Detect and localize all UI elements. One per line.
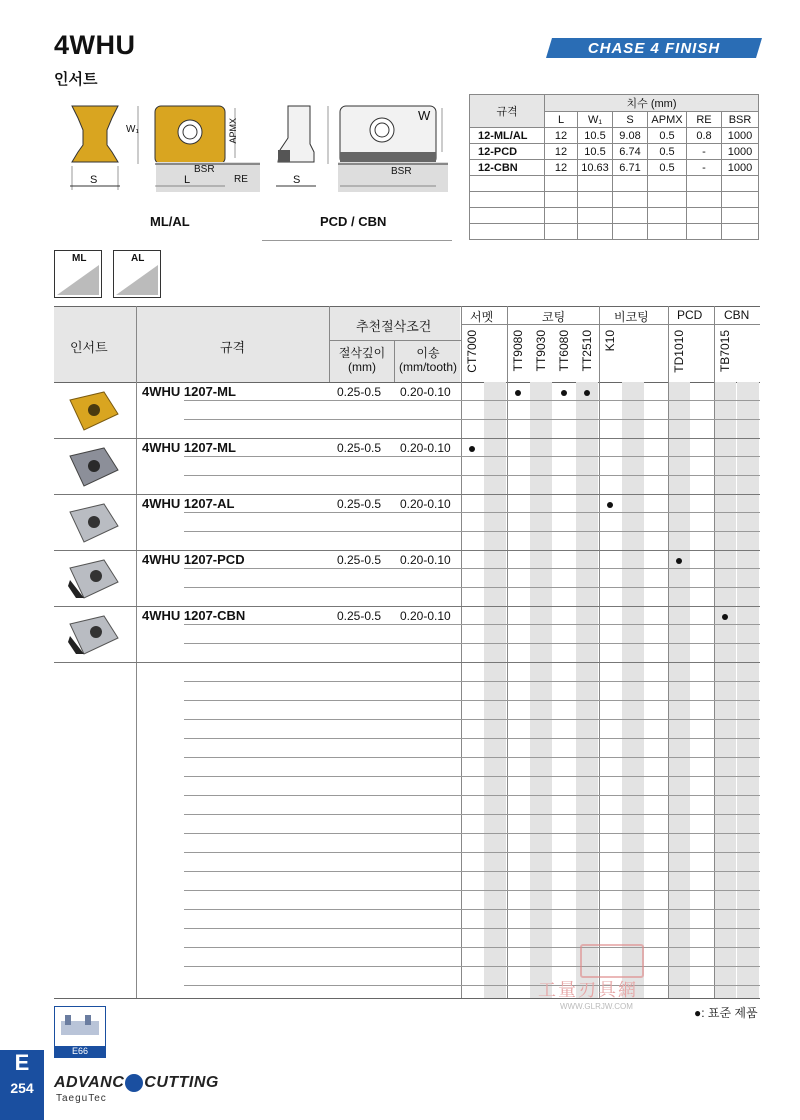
row-depth: 0.25-0.5	[337, 441, 382, 455]
mode-ml-icon: ML	[54, 250, 102, 298]
dim-apmx-label: APMX	[228, 118, 238, 144]
dim-col: APMX	[648, 112, 687, 128]
grade-label-td1010: TD1010	[672, 330, 686, 373]
page-title: 4WHU	[54, 30, 136, 60]
row-depth: 0.25-0.5	[337, 385, 382, 399]
group-coated: 코팅	[542, 310, 566, 324]
row-feed: 0.20-0.10	[400, 553, 451, 567]
ml-al-insert-drawing	[60, 100, 260, 205]
header-depth: 절삭깊이 (mm)	[338, 346, 386, 374]
e66-ref-box	[54, 1006, 106, 1058]
insert-photo-al	[62, 502, 122, 551]
standard-product-dot	[561, 390, 567, 396]
svg-text:CHASE 4 FINISH: CHASE 4 FINISH	[587, 40, 721, 57]
standard-product-dot	[469, 446, 475, 452]
divider	[262, 240, 452, 241]
grade-label-tt9080: TT9080	[511, 330, 525, 372]
standard-product-dot	[722, 614, 728, 620]
insert-photo-ml-coated	[62, 390, 122, 439]
dim-s-label: S	[90, 174, 98, 186]
dim-col: L	[545, 112, 578, 128]
insert-w-mark: W	[418, 108, 431, 123]
watermark-url: WWW.GLRJW.COM	[560, 1002, 633, 1011]
grade-label-tb7015: TB7015	[718, 330, 732, 373]
standard-product-dot	[584, 390, 590, 396]
row-depth: 0.25-0.5	[337, 609, 382, 623]
header-feed: 이송 (mm/tooth)	[398, 346, 457, 374]
group-cermet: 서멧	[470, 310, 494, 324]
page-number: 254	[10, 1080, 34, 1096]
row-depth: 0.25-0.5	[337, 553, 382, 567]
mode-al-icon: AL	[113, 250, 161, 298]
watermark-logo	[580, 944, 644, 978]
watermark-text: 工量刃具網	[538, 980, 638, 1001]
grade-label-k10: K10	[603, 330, 617, 352]
grade-label-ct7000: CT7000	[465, 330, 479, 373]
dim-bsr-label-pcd: BSR	[391, 166, 412, 177]
row-spec: 4WHU 1207-AL	[142, 496, 235, 511]
column-divider	[714, 306, 715, 998]
dim-header-group: 치수 (mm)	[545, 95, 759, 112]
column-divider	[668, 306, 669, 998]
header-insert: 인서트	[70, 340, 108, 355]
dim-w1-label: W₁	[126, 124, 139, 135]
column-divider	[507, 306, 508, 998]
row-spec: 4WHU 1207-PCD	[142, 552, 245, 567]
dim-header-spec: 규격	[470, 95, 545, 128]
group-uncoated: 비코팅	[614, 310, 649, 324]
row-spec: 4WHU 1207-ML	[142, 384, 236, 399]
grade-label-tt2510: TT2510	[580, 330, 594, 372]
grade-label-tt6080: TT6080	[557, 330, 571, 372]
dim-col: RE	[687, 112, 722, 128]
row-feed: 0.20-0.10	[400, 497, 451, 511]
header-conditions: 추천절삭조건	[356, 319, 432, 334]
standard-product-dot	[676, 558, 682, 564]
advance-cutting-logo: ADVANC CUTTING	[54, 1074, 219, 1092]
insert-photo-ml-cermet	[62, 446, 122, 495]
insert-photo-cbn	[62, 614, 122, 663]
row-feed: 0.20-0.10	[400, 609, 451, 623]
table-row: 12-CBN 12 10.63 6.71 0.5 - 1000	[470, 160, 759, 176]
table-row: 12-PCD 12 10.5 6.74 0.5 - 1000	[470, 144, 759, 160]
row-spec: 4WHU 1207-CBN	[142, 608, 246, 623]
row-spec: 4WHU 1207-ML	[142, 440, 236, 455]
group-pcd: PCD	[677, 308, 703, 322]
dim-col: W₁	[578, 112, 613, 128]
table-row: 12-ML/AL 12 10.5 9.08 0.5 0.8 1000	[470, 128, 759, 144]
chase4finish-logo	[546, 36, 764, 65]
company-name: TaeguTec	[56, 1093, 107, 1104]
section-tab	[0, 1050, 44, 1120]
row-feed: 0.20-0.10	[400, 441, 451, 455]
dim-col: S	[613, 112, 648, 128]
ref-code: E66	[55, 1046, 105, 1057]
dim-bsr-label: BSR	[194, 164, 215, 175]
dim-col: BSR	[722, 112, 759, 128]
header-spec: 규격	[220, 340, 246, 355]
drawing-label-ml-al: ML/AL	[150, 214, 190, 229]
grade-label-tt9030: TT9030	[534, 330, 548, 372]
dim-re-label: RE	[234, 174, 248, 185]
page-subtitle: 인서트	[54, 71, 98, 88]
standard-product-dot	[515, 390, 521, 396]
insert-photo-pcd	[62, 558, 122, 607]
group-cbn: CBN	[724, 308, 750, 322]
section-letter: E	[14, 1050, 30, 1075]
column-divider	[461, 306, 462, 998]
legend: ●: 표준 제품	[694, 1006, 758, 1020]
dim-s-label-pcd: S	[293, 174, 301, 186]
standard-product-dot	[607, 502, 613, 508]
dim-l-label: L	[184, 174, 191, 186]
row-depth: 0.25-0.5	[337, 497, 382, 511]
column-divider	[599, 306, 600, 998]
row-feed: 0.20-0.10	[400, 385, 451, 399]
dimension-table	[469, 94, 759, 240]
drawing-label-pcd-cbn: PCD / CBN	[320, 214, 387, 229]
